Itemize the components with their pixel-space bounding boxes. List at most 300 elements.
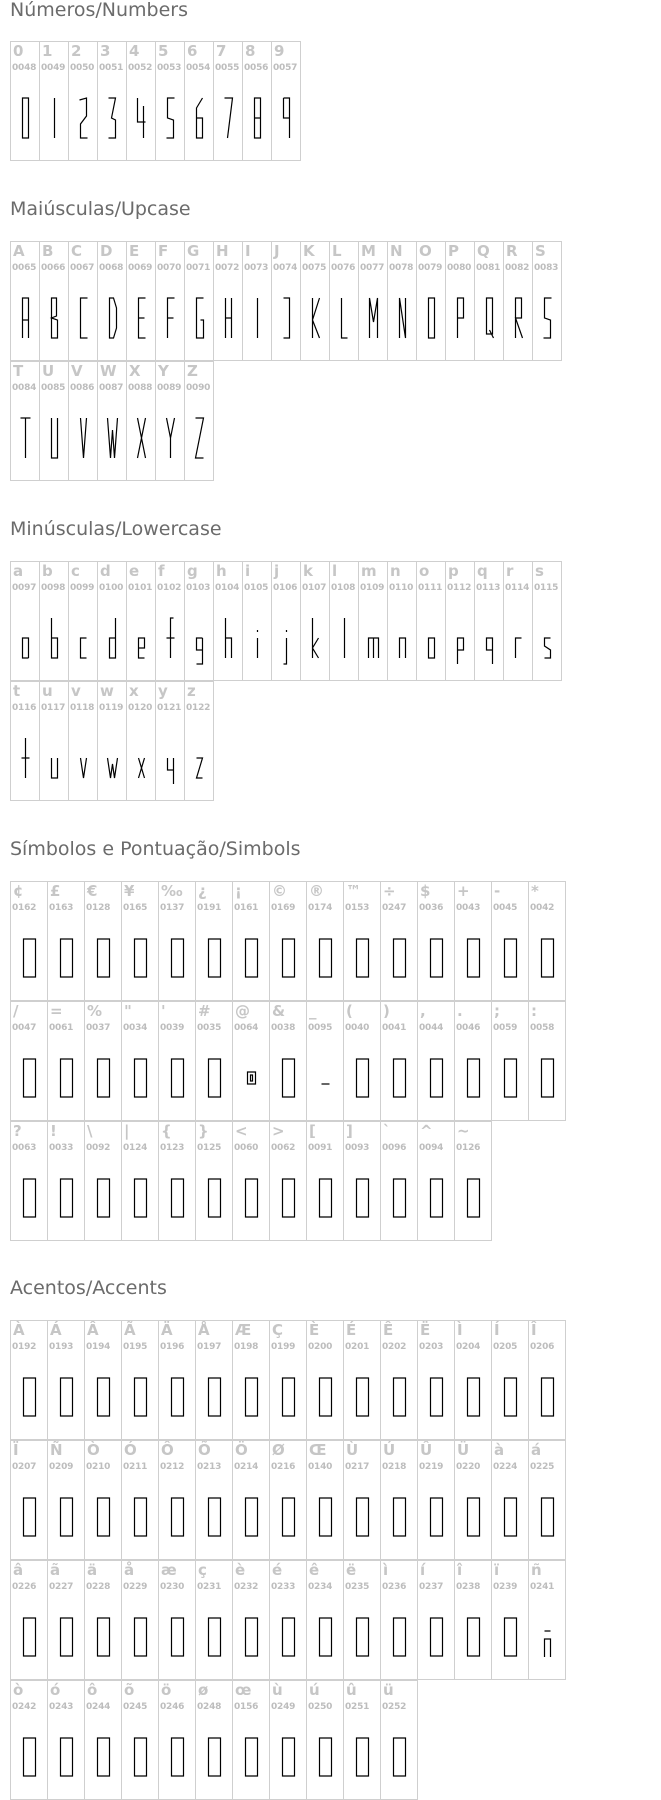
- glyph-code: 0211: [123, 1462, 148, 1472]
- glyph-specimen: [11, 922, 48, 1001]
- glyph-outline: [313, 298, 320, 338]
- glyph-cell: [271, 561, 301, 681]
- glyph-cell: [213, 241, 243, 361]
- glyph-specimen: [85, 1162, 122, 1241]
- glyph-code: 0060: [234, 1143, 259, 1153]
- glyph-specimen: [529, 922, 566, 1001]
- glyph-cell: [195, 1121, 233, 1241]
- glyph-cell: [155, 41, 185, 161]
- glyph-character: ': [161, 1002, 166, 1020]
- glyph-outline: [320, 1498, 332, 1536]
- glyph-outline: [138, 98, 146, 138]
- glyph-cell: [417, 881, 455, 1001]
- glyph-character: ~: [457, 1122, 470, 1140]
- glyph-code: 0094: [419, 1143, 444, 1153]
- glyph-code: 0087: [99, 383, 124, 393]
- glyph-code: 0228: [86, 1582, 111, 1592]
- glyph-outline: [246, 939, 258, 977]
- glyph-code: 0108: [331, 583, 356, 593]
- glyph-outline: [394, 939, 406, 977]
- glyph-code: 0246: [160, 1702, 185, 1712]
- glyph-specimen: [214, 82, 243, 161]
- glyph-code: 0115: [534, 583, 559, 593]
- glyph-cell: [97, 41, 127, 161]
- glyph-cell: [10, 1320, 48, 1440]
- glyph-code: 0227: [49, 1582, 74, 1592]
- glyph-outline: [357, 1378, 369, 1416]
- glyph-outline: [209, 1179, 221, 1217]
- glyph-outline: [108, 418, 118, 458]
- glyph-code: 0242: [12, 1702, 37, 1712]
- section-title-upcase: Maiúsculas/Upcase: [10, 198, 191, 220]
- glyph-specimen: [455, 1162, 492, 1241]
- glyph-cell: [47, 1001, 85, 1121]
- glyph-outline: [542, 939, 554, 977]
- glyph-cell: [343, 1001, 381, 1121]
- glyph-cell: [343, 1440, 381, 1560]
- glyph-character: 3: [100, 42, 111, 60]
- glyph-cell: [306, 1680, 344, 1800]
- glyph-specimen: [159, 1601, 196, 1680]
- glyph-cell: [158, 1680, 196, 1800]
- glyph-code: 0038: [271, 1023, 296, 1033]
- glyph-cell: [155, 241, 185, 361]
- glyph-code: 0205: [493, 1342, 518, 1352]
- glyph-character: Œ: [309, 1441, 327, 1459]
- glyph-outline: [209, 1498, 221, 1536]
- glyph-code: 0090: [186, 383, 211, 393]
- glyph-outline: [209, 1378, 221, 1416]
- glyph-character: \: [87, 1122, 93, 1140]
- glyph-cell: [416, 241, 446, 361]
- glyph-outline: [394, 1179, 406, 1217]
- glyph-specimen: [98, 82, 127, 161]
- glyph-code: 0118: [70, 703, 95, 713]
- glyph-specimen: [11, 1162, 48, 1241]
- glyph-outline: [429, 638, 435, 658]
- glyph-code: 0238: [456, 1582, 481, 1592]
- glyph-specimen: [381, 1361, 418, 1440]
- glyph-outline: [52, 618, 58, 658]
- glyph-specimen: [69, 282, 98, 361]
- glyph-specimen: [475, 602, 504, 681]
- glyph-code: 0137: [160, 903, 185, 913]
- glyph-specimen: [344, 1162, 381, 1241]
- glyph-character: v: [71, 682, 81, 700]
- glyph-outline: [52, 758, 58, 778]
- glyph-character: Ë: [420, 1321, 431, 1339]
- glyph-cell: [269, 1001, 307, 1121]
- glyph-character: 6: [187, 42, 198, 60]
- glyph-outline: [284, 98, 290, 138]
- section-title-accents: Acentos/Accents: [10, 1277, 167, 1299]
- glyph-specimen: [127, 722, 156, 801]
- glyph-code: 0226: [12, 1582, 37, 1592]
- glyph-specimen: [40, 602, 69, 681]
- glyph-character: J: [274, 242, 280, 260]
- glyph-outline: [357, 1618, 369, 1656]
- glyph-outline: [357, 1059, 369, 1097]
- glyph-specimen: [159, 922, 196, 1001]
- glyph-specimen: [40, 282, 69, 361]
- glyph-code: 0204: [456, 1342, 481, 1352]
- glyph-outline: [23, 298, 29, 338]
- glyph-outline: [22, 738, 30, 778]
- glyph-code: 0091: [308, 1143, 333, 1153]
- glyph-specimen: [48, 1601, 85, 1680]
- glyph-outline: [197, 98, 203, 138]
- glyph-cell: [532, 241, 562, 361]
- glyph-character: œ: [235, 1681, 252, 1699]
- glyph-outline: [167, 98, 175, 138]
- glyph-code: 0071: [186, 263, 211, 273]
- glyph-outline: [138, 418, 146, 458]
- glyph-specimen: [307, 1481, 344, 1560]
- glyph-outline: [196, 418, 204, 458]
- glyph-character: Ö: [235, 1441, 248, 1459]
- glyph-specimen: [85, 1721, 122, 1800]
- glyph-character: O: [419, 242, 432, 260]
- glyph-cell: [343, 1680, 381, 1800]
- glyph-specimen: [307, 1361, 344, 1440]
- glyph-character: ¿: [198, 882, 207, 900]
- glyph-code: 0058: [530, 1023, 555, 1033]
- glyph-character: &: [272, 1002, 286, 1020]
- glyph-character: :: [531, 1002, 537, 1020]
- glyph-code: 0212: [160, 1462, 185, 1472]
- glyph-character: Ä: [161, 1321, 173, 1339]
- glyph-character: A: [13, 242, 25, 260]
- glyph-cell: [417, 1440, 455, 1560]
- glyph-character: t: [13, 682, 21, 700]
- glyph-specimen: [196, 922, 233, 1001]
- glyph-specimen: [475, 282, 504, 361]
- glyph-code: 0057: [273, 63, 298, 73]
- glyph-character: 1: [42, 42, 53, 60]
- glyph-code: 0097: [12, 583, 37, 593]
- glyph-specimen: [196, 1162, 233, 1241]
- glyph-specimen: [418, 1042, 455, 1121]
- glyph-specimen: [529, 1601, 566, 1680]
- glyph-specimen: [69, 602, 98, 681]
- glyph-outline: [313, 618, 319, 658]
- glyph-outline: [61, 1059, 73, 1097]
- glyph-cell: [491, 1320, 529, 1440]
- glyph-code: 0234: [308, 1582, 333, 1592]
- glyph-character: é: [272, 1561, 283, 1579]
- glyph-cell: [491, 1440, 529, 1560]
- glyph-outline: [61, 939, 73, 977]
- glyph-specimen: [233, 1601, 270, 1680]
- glyph-specimen: [446, 282, 475, 361]
- glyph-code: 0119: [99, 703, 124, 713]
- glyph-character: ë: [346, 1561, 357, 1579]
- glyph-outline: [400, 638, 406, 658]
- glyph-specimen: [196, 1481, 233, 1560]
- glyph-specimen: [330, 602, 359, 681]
- glyph-outline: [197, 638, 203, 664]
- glyph-character: õ: [124, 1681, 135, 1699]
- glyph-character: è: [235, 1561, 246, 1579]
- glyph-code: 0237: [419, 1582, 444, 1592]
- glyph-character: Ã: [124, 1321, 136, 1339]
- glyph-cell: [358, 561, 388, 681]
- glyph-cell: [269, 881, 307, 1001]
- glyph-character: e: [129, 562, 140, 580]
- glyph-cell: [121, 881, 159, 1001]
- glyph-code: 0093: [345, 1143, 370, 1153]
- glyph-specimen: [492, 1601, 529, 1680]
- glyph-specimen: [388, 602, 417, 681]
- glyph-character: @: [235, 1002, 250, 1020]
- glyph-outline: [61, 1738, 73, 1776]
- glyph-specimen: [127, 282, 156, 361]
- glyph-specimen: [301, 282, 330, 361]
- glyph-specimen: [344, 1361, 381, 1440]
- glyph-character: h: [216, 562, 227, 580]
- glyph-specimen: [185, 602, 214, 681]
- glyph-code: 0050: [70, 63, 95, 73]
- glyph-cell: [242, 41, 272, 161]
- glyph-character: á: [531, 1441, 542, 1459]
- glyph-specimen: [156, 602, 185, 681]
- glyph-specimen: [455, 1601, 492, 1680]
- glyph-specimen: [529, 1042, 566, 1121]
- glyph-specimen: [122, 922, 159, 1001]
- glyph-outline: [98, 1738, 110, 1776]
- glyph-outline: [135, 1378, 147, 1416]
- glyph-code: 0045: [493, 903, 518, 913]
- glyph-outline: [394, 1618, 406, 1656]
- glyph-character: S: [535, 242, 546, 260]
- glyph-code: 0084: [12, 383, 37, 393]
- glyph-code: 0073: [244, 263, 269, 273]
- glyph-specimen: [504, 282, 533, 361]
- glyph-specimen: [270, 1162, 307, 1241]
- glyph-cell: [126, 241, 156, 361]
- glyph-code: 0199: [271, 1342, 296, 1352]
- glyph-outline: [24, 1498, 36, 1536]
- glyph-code: 0128: [86, 903, 111, 913]
- glyph-cell: [380, 1121, 418, 1241]
- glyph-outline: [98, 1179, 110, 1217]
- glyph-cell: [232, 1121, 270, 1241]
- glyph-cell: [417, 1320, 455, 1440]
- glyph-code: 0232: [234, 1582, 259, 1592]
- glyph-specimen: [69, 82, 98, 161]
- glyph-character: 9: [274, 42, 285, 60]
- glyph-specimen: [11, 1042, 48, 1121]
- glyph-outline: [24, 939, 36, 977]
- glyph-specimen: [270, 1361, 307, 1440]
- glyph-outline: [172, 1059, 184, 1097]
- glyph-outline: [283, 1378, 295, 1416]
- glyph-code: 0214: [234, 1462, 259, 1472]
- glyph-cell: [528, 1440, 566, 1560]
- glyph-code: 0233: [271, 1582, 296, 1592]
- glyph-code: 0252: [382, 1702, 407, 1712]
- glyph-code: 0244: [86, 1702, 111, 1712]
- glyph-code: 0075: [302, 263, 327, 273]
- glyph-code: 0195: [123, 1342, 148, 1352]
- glyph-code: 0217: [345, 1462, 370, 1472]
- glyph-character: `: [383, 1122, 391, 1140]
- glyph-character: ô: [87, 1681, 98, 1699]
- glyph-code: 0049: [41, 63, 66, 73]
- glyph-code: 0062: [271, 1143, 296, 1153]
- glyph-code: 0236: [382, 1582, 407, 1592]
- glyph-specimen: [344, 922, 381, 1001]
- glyph-cell: [269, 1680, 307, 1800]
- glyph-cell: [195, 1680, 233, 1800]
- glyph-character: £: [50, 882, 61, 900]
- glyph-code: 0124: [123, 1143, 148, 1153]
- glyph-cell: [84, 1440, 122, 1560]
- glyph-code: 0123: [160, 1143, 185, 1153]
- glyph-character: û: [346, 1681, 357, 1699]
- glyph-cell: [126, 681, 156, 801]
- glyph-cell: [343, 1320, 381, 1440]
- glyph-specimen: [127, 402, 156, 481]
- glyph-outline: [505, 1618, 517, 1656]
- glyph-outline: [61, 1498, 73, 1536]
- glyph-cell: [242, 561, 272, 681]
- glyph-code: 0202: [382, 1342, 407, 1352]
- glyph-code: 0059: [493, 1023, 518, 1033]
- glyph-code: 0107: [302, 583, 327, 593]
- glyph-character: g: [187, 562, 198, 580]
- glyph-outline: [468, 1378, 480, 1416]
- glyph-outline: [135, 1498, 147, 1536]
- glyph-specimen: [98, 602, 127, 681]
- glyph-character: r: [506, 562, 514, 580]
- glyph-specimen: [98, 402, 127, 481]
- glyph-specimen: [233, 1481, 270, 1560]
- glyph-character: ¥: [124, 882, 135, 900]
- glyph-cell: [126, 41, 156, 161]
- glyph-outline: [320, 1378, 332, 1416]
- glyph-cell: [121, 1320, 159, 1440]
- glyph-specimen: [381, 922, 418, 1001]
- glyph-cell: [47, 1320, 85, 1440]
- glyph-outline: [172, 1618, 184, 1656]
- glyph-outline: [458, 638, 464, 664]
- glyph-cell: [121, 1121, 159, 1241]
- glyph-cell: [39, 41, 69, 161]
- glyph-outline: [542, 1378, 554, 1416]
- glyph-code: 0203: [419, 1342, 444, 1352]
- glyph-code: 0061: [49, 1023, 74, 1033]
- glyph-character: *: [531, 882, 539, 900]
- glyph-cell: [380, 1560, 418, 1680]
- glyph-outline: [139, 298, 146, 338]
- glyph-character: ?: [13, 1122, 22, 1140]
- glyph-specimen: [492, 922, 529, 1001]
- glyph-cell: [232, 881, 270, 1001]
- glyph-cell: [10, 561, 40, 681]
- glyph-code: 0162: [12, 903, 37, 913]
- glyph-cell: [232, 1440, 270, 1560]
- glyph-cell: [47, 1440, 85, 1560]
- glyph-outline: [172, 939, 184, 977]
- glyph-character: k: [303, 562, 313, 580]
- glyph-outline: [246, 1618, 258, 1656]
- glyph-code: 0250: [308, 1702, 333, 1712]
- glyph-cell: [68, 681, 98, 801]
- glyph-outline: [168, 758, 174, 784]
- glyph-character: T: [13, 362, 24, 380]
- glyph-character: G: [187, 242, 200, 260]
- glyph-specimen: [492, 1042, 529, 1121]
- glyph-cell: [491, 1560, 529, 1680]
- glyph-specimen: [185, 282, 214, 361]
- glyph-character: ò: [13, 1681, 24, 1699]
- glyph-cell: [528, 1560, 566, 1680]
- glyph-character: ^: [420, 1122, 433, 1140]
- glyph-outline: [61, 1378, 73, 1416]
- glyph-character: Ù: [346, 1441, 359, 1459]
- glyph-specimen: [492, 1361, 529, 1440]
- glyph-specimen: [11, 1361, 48, 1440]
- glyph-specimen: [11, 1721, 48, 1800]
- glyph-specimen: [48, 1042, 85, 1121]
- glyph-cell: [10, 41, 40, 161]
- glyph-cell: [387, 561, 417, 681]
- glyph-specimen: [40, 82, 69, 161]
- glyph-character: c: [71, 562, 80, 580]
- glyph-outline: [23, 638, 29, 658]
- glyph-code: 0082: [505, 263, 530, 273]
- glyph-cell: [84, 1560, 122, 1680]
- glyph-code: 0056: [244, 63, 269, 73]
- glyph-outline: [431, 1618, 443, 1656]
- glyph-code: 0229: [123, 1582, 148, 1592]
- glyph-code: 0047: [12, 1023, 37, 1033]
- glyph-character: #: [198, 1002, 211, 1020]
- glyph-cell: [39, 561, 69, 681]
- glyph-specimen: [270, 1042, 307, 1121]
- glyph-cell: [68, 561, 98, 681]
- glyph-specimen: [214, 602, 243, 681]
- glyph-specimen: [344, 1601, 381, 1680]
- glyph-character: ü: [383, 1681, 394, 1699]
- glyph-outline: [429, 298, 435, 338]
- glyph-cell: [242, 241, 272, 361]
- glyph-character: -: [494, 882, 501, 900]
- glyph-outline: [197, 758, 203, 778]
- glyph-outline: [98, 1498, 110, 1536]
- glyph-code: 0076: [331, 263, 356, 273]
- glyph-specimen: [40, 722, 69, 801]
- glyph-character: Q: [477, 242, 490, 260]
- glyph-specimen: [344, 1042, 381, 1121]
- glyph-code: 0113: [476, 583, 501, 593]
- glyph-specimen: [214, 282, 243, 361]
- glyph-cell: [454, 1001, 492, 1121]
- glyph-code: 0098: [41, 583, 66, 593]
- glyph-character: u: [42, 682, 53, 700]
- glyph-specimen: [196, 1042, 233, 1121]
- glyph-cell: [445, 241, 475, 361]
- glyph-code: 0209: [49, 1462, 74, 1472]
- glyph-cell: [454, 1560, 492, 1680]
- glyph-outline: [431, 1378, 443, 1416]
- glyph-code: 0101: [128, 583, 153, 593]
- glyph-cell: [528, 1001, 566, 1121]
- glyph-character: V: [71, 362, 83, 380]
- glyph-code: 0125: [197, 1143, 222, 1153]
- glyph-code: 0112: [447, 583, 472, 593]
